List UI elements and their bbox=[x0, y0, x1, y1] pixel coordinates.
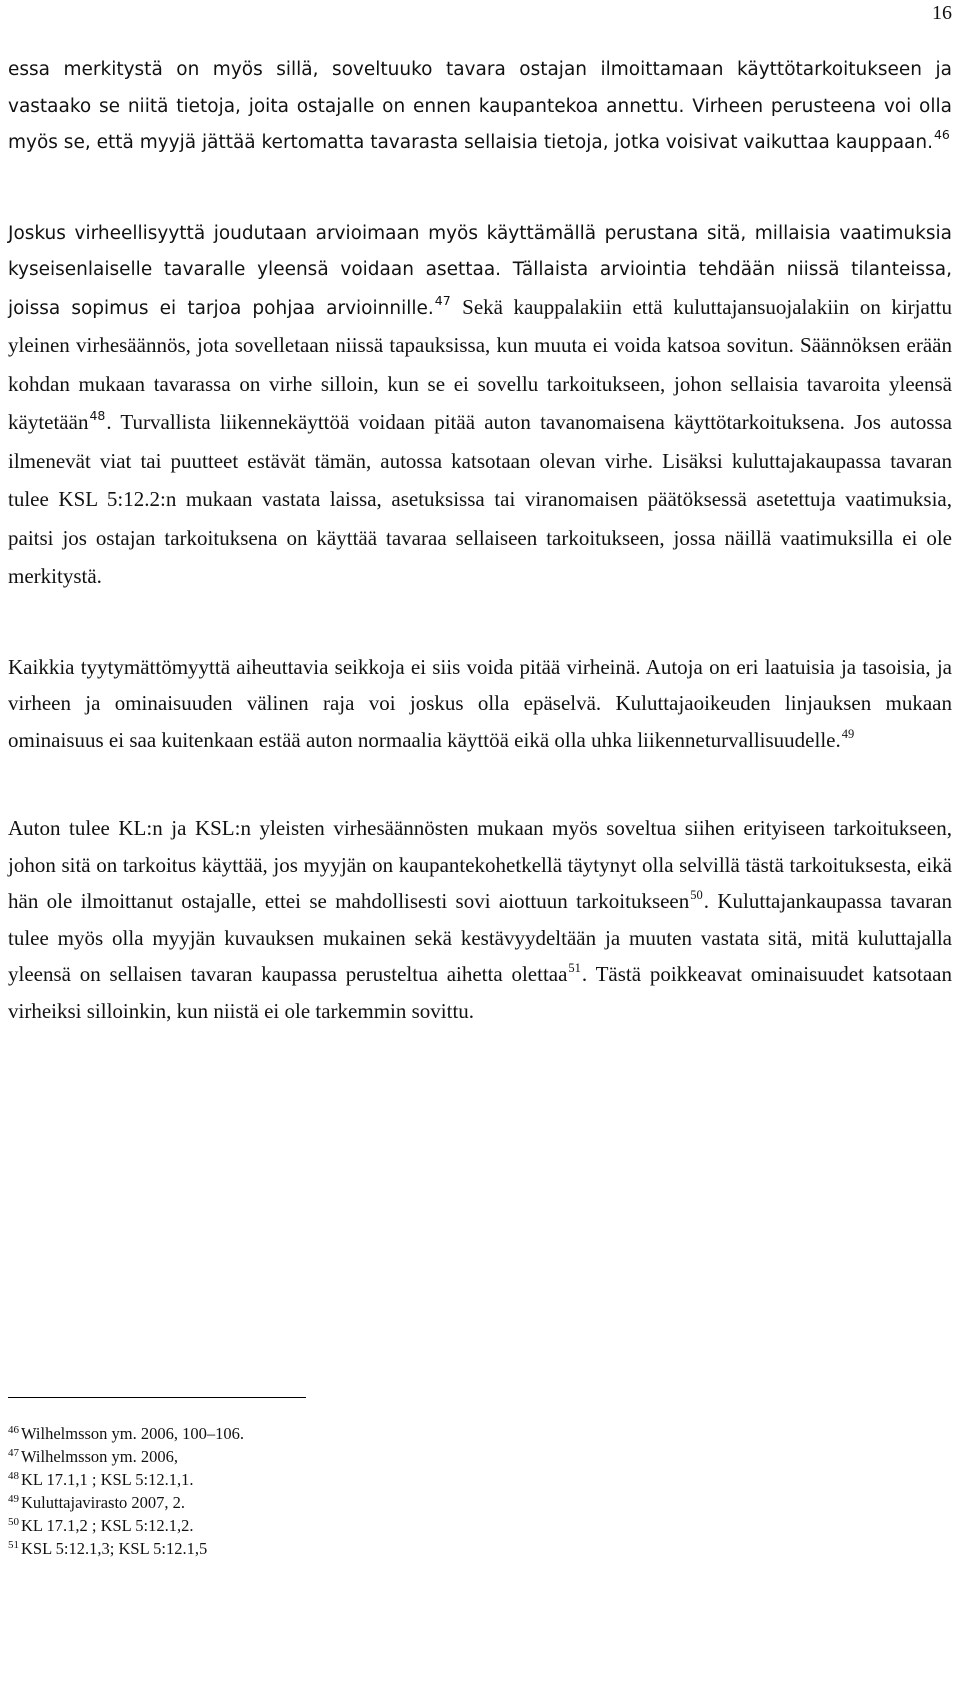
paragraph-2-text-a: Joskus virheellisyyttä joudutaan arvioimaan myös käyttämällä perustana sitä, millaisia vaatimuksia kyseisenlaiselle tavaralle yleensä voidaan asettaa. Tällaista arviointia tehdään niissä tilanteissa, joissa sopimus ei tarjoa pohjaa arvioinnille. bbox=[8, 222, 952, 319]
footnote-divider bbox=[8, 1397, 306, 1398]
footnote-number: 48 bbox=[8, 1470, 19, 1482]
footnote-ref-49: 49 bbox=[841, 726, 855, 741]
paragraph-4-text-c: . Tästä poikkeavat ominaisuudet katsotaan virheiksi silloinkin, kun niistä ei ole tarkemmin sovittu. bbox=[8, 962, 952, 1023]
footnote-text: KSL 5:12.1,3; KSL 5:12.1,5 bbox=[21, 1539, 208, 1558]
paragraph-4-text-a: Auton tulee KL:n ja KSL:n yleisten virhesäännösten mukaan myös soveltua siihen erityiseen tarkoitukseen, johon sitä on tarkoitus käyttää, jos myyjän on kaupantekohetkellä täytynyt olla selvillä tästä tarkoituksesta, eikä hän ole ilmoittanut ostajalle, ettei se mahdollisesti sovi aiottuun tarkoitukseen bbox=[8, 816, 952, 913]
paragraph-2-text-c: . Turvallista liikennekäyttöä voidaan pitää auton tavanomaisena käyttötarkoituksena. Jos autossa ilmenevät viat tai puutteet estävät tämän, autossa katsotaan olevan virhe. Lisäksi kuluttajakaupassa tavaran tulee KSL 5:12.2:n mukaan vastata laissa, asetuksissa tai viranomaisen päätöksessä asetettuja vaatimuksia, paitsi jos ostajan tarkoituksena on käyttää tavaraa sellaiseen tarkoitukseen, jossa näillä vaatimuksilla ei ole merkitystä. bbox=[8, 410, 952, 588]
footnote-ref-46: 46 bbox=[933, 127, 950, 142]
page-number: 16 bbox=[932, 2, 952, 24]
footnote-46 bbox=[8, 1422, 608, 1445]
paragraph-3-text: Kaikkia tyytymättömyyttä aiheuttavia seikkoja ei siis voida pitää virheinä. Autoja on eri laatuisia ja tasoisia, ja virheen ja ominaisuuden välinen raja voi joskus olla epäselvä. Kuluttajaoikeuden linjauksen mukaan ominaisuus ei saa kuitenkaan estää auton normaalia käyttöä eikä olla uhka liikenneturvallisuudelle. bbox=[8, 654, 952, 752]
paragraph-1 bbox=[8, 52, 952, 162]
footnote-text: KL 17.1,1 ; KSL 5:12.1,1. bbox=[21, 1470, 194, 1489]
footnote-47 bbox=[8, 1445, 608, 1468]
footnote-49 bbox=[8, 1491, 608, 1514]
footnote-number: 51 bbox=[8, 1539, 19, 1551]
footnote-text: Wilhelmsson ym. 2006, 100–106. bbox=[21, 1424, 244, 1443]
footnote-ref-47: 47 bbox=[434, 292, 451, 308]
footnote-48 bbox=[8, 1468, 608, 1491]
footnote-text: Wilhelmsson ym. 2006, bbox=[21, 1447, 178, 1466]
footnote-number: 46 bbox=[8, 1424, 19, 1436]
footnote-ref-50: 50 bbox=[690, 888, 703, 902]
paragraph-1-text: essa merkitystä on myös sillä, soveltuuko tavara ostajan ilmoittamaan käyttötarkoitukseen ja vastaako se niitä tietoja, joita ostajalle on ennen kaupantekoa annettu. Virheen perusteena voi olla myös se, että myyjä jättää kertomatta tavarasta sellaisia tietoja, jotka voisivat vaikuttaa kauppaan. bbox=[8, 59, 952, 153]
footnotes bbox=[8, 1422, 608, 1560]
paragraph-4-text-b: . Kuluttajankaupassa tavaran tulee myös olla myyjän kuvauksen mukainen sekä kestävyydeltään ja muuten vastata sitä, mitä kuluttajalla yleensä on sellaisen tavaran kaupassa perusteltua aihetta olettaa bbox=[8, 889, 952, 986]
footnote-number: 50 bbox=[8, 1516, 19, 1528]
footnote-number: 47 bbox=[8, 1447, 19, 1459]
body-text bbox=[8, 52, 952, 1029]
footnote-50 bbox=[8, 1514, 608, 1537]
paragraph-gap bbox=[8, 162, 952, 216]
paragraph-3 bbox=[8, 649, 952, 759]
paragraph-4 bbox=[8, 810, 952, 1029]
paragraph-gap bbox=[8, 758, 952, 810]
footnote-51 bbox=[8, 1537, 608, 1560]
footnote-ref-51: 51 bbox=[568, 961, 581, 975]
footnote-text: KL 17.1,2 ; KSL 5:12.1,2. bbox=[21, 1516, 194, 1535]
paragraph-gap bbox=[8, 597, 952, 649]
paragraph-2-text-b: Sekä kauppalakiin että kuluttajansuojalakiin on kirjattu yleinen virhesäännös, jota sovelletaan niissä tapauksissa, kun muuta ei voida katsoa sovitun. Säännöksen erään kohdan mukaan tavarassa on virhe silloin, kun se ei sovellu tarkoitukseen, johon sellaisia tavaroita yleensä käytetään bbox=[8, 294, 952, 434]
footnote-text: Kuluttajavirasto 2007, 2. bbox=[21, 1493, 186, 1512]
paragraph-2 bbox=[8, 216, 952, 597]
footnote-number: 49 bbox=[8, 1493, 19, 1505]
footnote-ref-48: 48 bbox=[89, 408, 106, 423]
